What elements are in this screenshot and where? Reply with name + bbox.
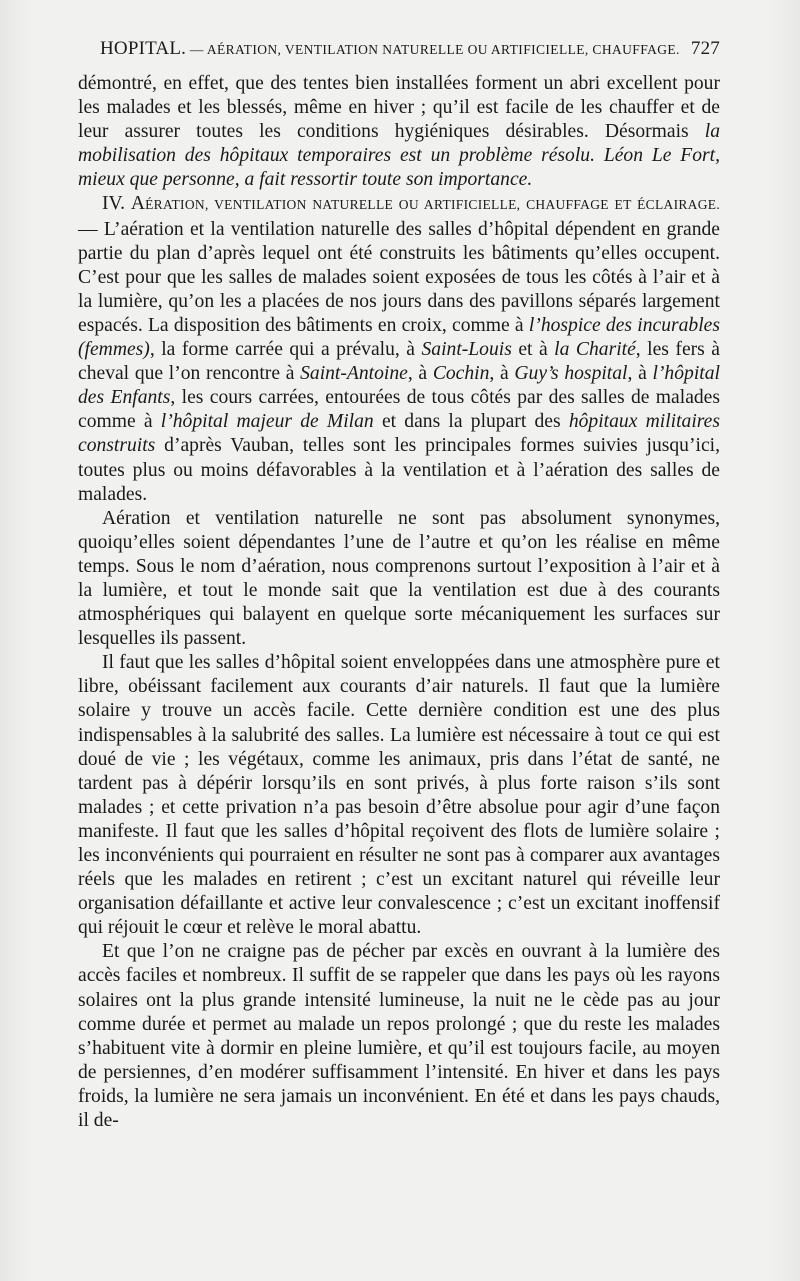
italic-text: l’hospice des incurables (femmes) bbox=[78, 314, 720, 361]
body-text bbox=[78, 72, 720, 1133]
text-run: , les fers à cheval que l’on rencontre à bbox=[78, 339, 720, 385]
text-run: Et que l’on ne craigne pas de pécher par excès en ouvrant à la lumière des accès faciles et nombreux. Il suffit de se rappeler que dans les pays où les rayons solaires ont la plus grande intensité lumineuse, la nuit ne le cède pas au jour comme durée et permet au malade un repos prolongé ; que du reste les malades s’habituent vite à dormir en pleine lumière, et qu’il est toujours facile, au moyen de persiennes, d’en modérer suffisamment l’intensité. En hiver et dans les pays froids, la lumière ne sera jamais un inconvénient. En été et dans les pays chauds, il de- bbox=[78, 941, 720, 1132]
text-run: , les cours carrées, entourées de tous côtés par des salles de malades comme à bbox=[78, 387, 721, 433]
text-run: , à bbox=[627, 363, 653, 385]
text-run: — L’aération et la ventilation naturelle des salles d’hôpital dépendent en grande partie du plan d’après lequel ont été construits les bâtiments qu’elles occupent. C’est pour que les salles de malades soient exposées de tous les côtés à l’air et à la lumière, qu’on les a placées de nos jours dans des pavillons séparés largement espacés. La disposition des bâtiments en croix, comme à bbox=[78, 218, 720, 336]
text-run: IV. A bbox=[102, 193, 146, 215]
running-header bbox=[100, 38, 720, 60]
running-title-rest: — AÉRATION, VENTILATION NATURELLE OU ARTIFICIELLE, CHAUFFAGE. bbox=[186, 42, 680, 57]
paragraph bbox=[78, 192, 720, 506]
italic-text: la mobilisation des hôpitaux temporaires est un problème résolu. Léon Le Fort, mieux que personne, a fait ressortir toute son importance. bbox=[78, 121, 720, 191]
italic-text: Saint-Louis bbox=[421, 339, 512, 361]
paragraph bbox=[78, 940, 720, 1133]
paragraph bbox=[78, 72, 720, 192]
italic-text: l’hôpital des Enfants bbox=[78, 363, 720, 409]
paragraph bbox=[78, 651, 720, 940]
running-title bbox=[100, 38, 680, 60]
text-run: et à bbox=[511, 339, 555, 361]
text-run: et dans la plupart des bbox=[373, 411, 569, 433]
text-run: , à bbox=[489, 363, 515, 385]
text-run: Aération et ventilation naturelle ne sont pas absolument synonymes, quoiqu’elles soient dépendantes l’une de l’autre et qu’on les réalise en même temps. Sous le nom d’aération, nous comprenons surtout l’exposition à l’air et à la lumière, et tout le monde sait que la ventilation est due à des courants atmosphériques qui balayent en quelque sorte mécaniquement les surfaces sur lesquelles ils passent. bbox=[78, 507, 720, 650]
italic-text: la Charité bbox=[554, 339, 636, 361]
text-run: , la forme carrée qui a prévalu, à bbox=[149, 339, 422, 361]
small-caps-text: ÉRATION, VENTILATION NATURELLE OU ARTIFICIELLE, CHAUFFAGE ET ÉCLAIRAGE. bbox=[145, 197, 721, 213]
italic-text: l’hôpital majeur de Milan bbox=[160, 411, 374, 433]
page-number: 727 bbox=[690, 38, 720, 59]
text-run: d’après Vauban, telles sont les principales formes suivies jusqu’ici, toutes plus ou moins défavorables à la ventilation et à l’aération des salles de malades. bbox=[78, 435, 720, 505]
text-run: démontré, en effet, que des tentes bien installées forment un abri excellent pour les malades et les blessés, même en hiver ; qu’il est facile de les chauffer et de leur assurer toutes les conditions hygiéniques désirables. Désormais bbox=[78, 73, 720, 143]
paragraph bbox=[78, 507, 720, 652]
italic-text: Guy’s hospital bbox=[514, 363, 628, 385]
text-run: , à bbox=[407, 363, 433, 385]
italic-text: Cochin bbox=[432, 363, 490, 385]
italic-text: hôpitaux militaires construits bbox=[78, 411, 720, 457]
italic-text: Saint-Antoine bbox=[300, 363, 408, 385]
running-title-main: HOPITAL. bbox=[100, 38, 187, 59]
text-run: Il faut que les salles d’hôpital soient enveloppées dans une atmosphère pure et libre, obéissant facilement aux courants d’air naturels. Il faut que la lumière solaire y trouve un accès facile. Cette dernière condition est une des plus indispensables à la salubrité des salles. La lumière est nécessaire à tout ce qui est doué de vie ; les végétaux, comme les animaux, pris dans l’état de santé, ne tardent pas à dépérir lorsqu’ils en sont privés, à plus forte raison s’ils sont malades ; et cette privation n’a pas besoin d’être absolue pour agir d’une façon manifeste. Il faut que les salles d’hôpital reçoivent des flots de lumière solaire ; les inconvénients qui pourraient en résulter ne sont pas à comparer aux avantages réels que les malades en retirent ; c’est un excitant naturel qui réveille leur organisation défaillante et active leur convalescence ; c’est un excitant inoffensif qui réjouit le cœur et relève le moral abattu. bbox=[78, 652, 720, 939]
